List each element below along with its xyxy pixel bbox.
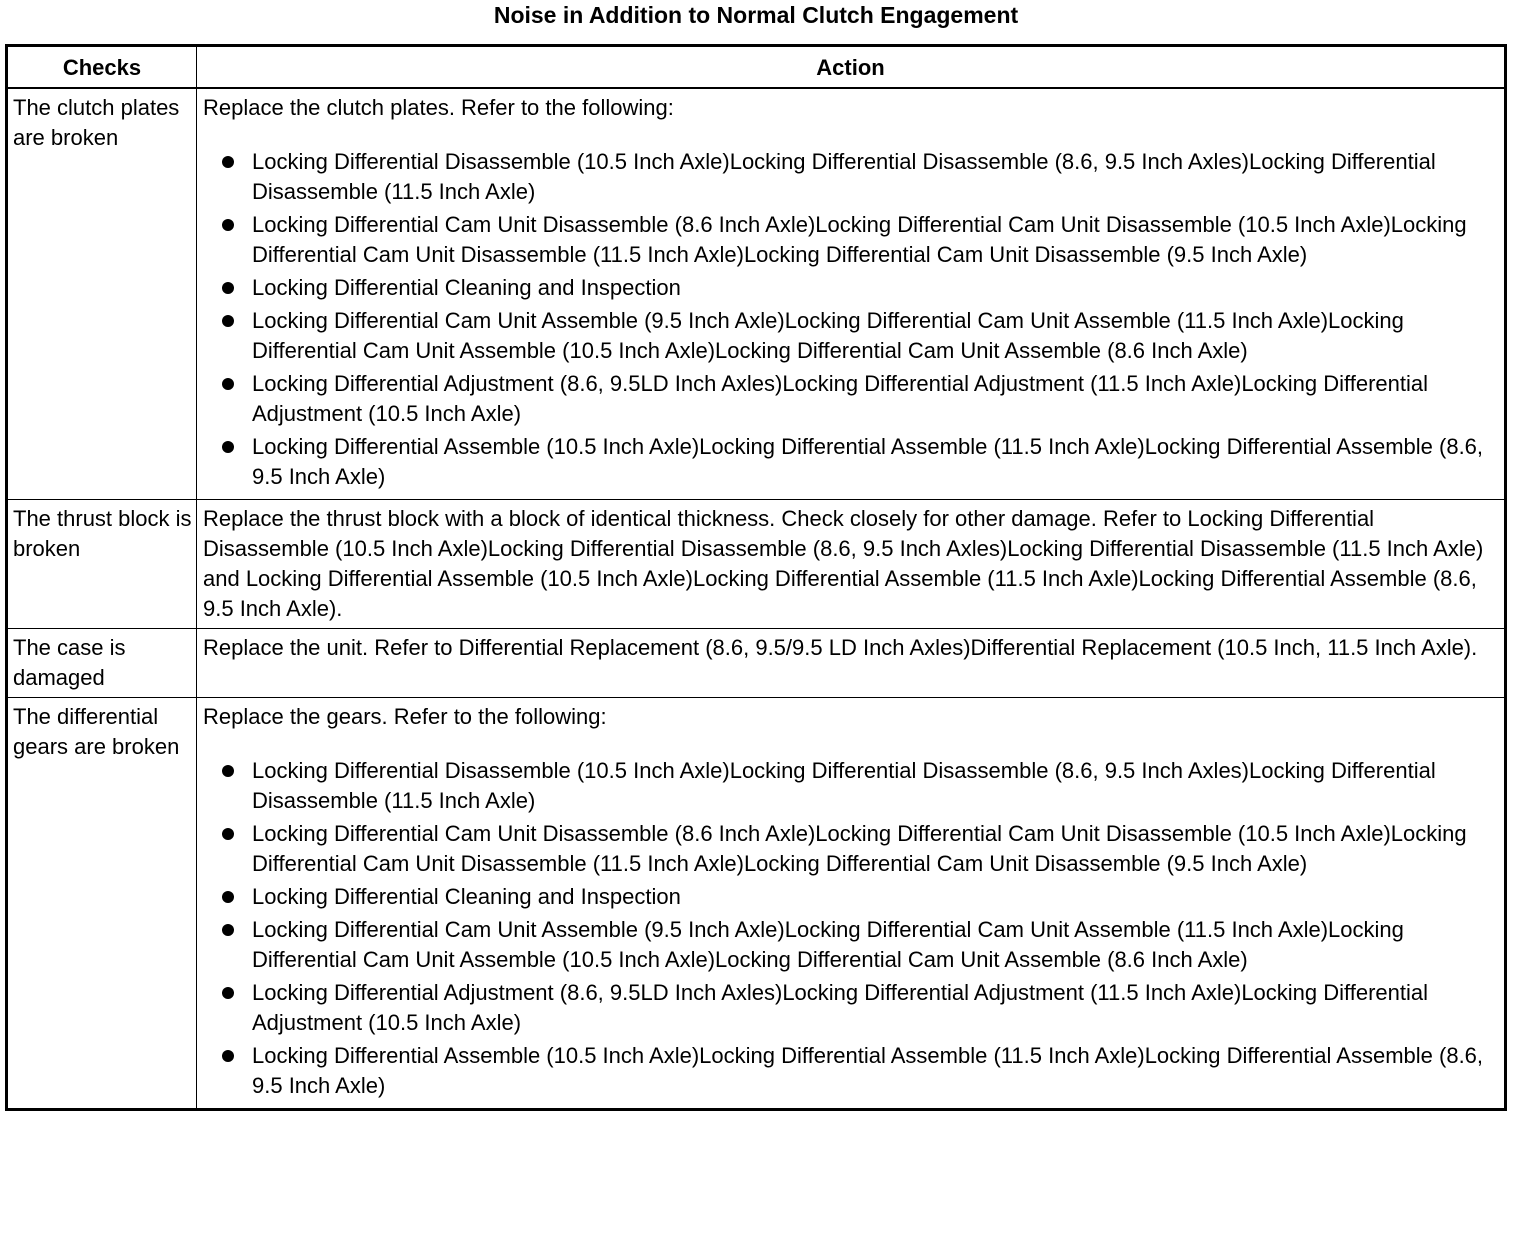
table-row — [7, 88, 1506, 500]
reference-list — [203, 147, 1494, 492]
list-item — [203, 756, 1494, 816]
reference-text: Locking Differential Assemble (10.5 Inch Axle)Locking Differential Assemble (11.5 Inch Axle)Locking Differential Assemble (8.6, 9.5 Inch Axle) — [252, 434, 1484, 489]
action-text: Replace the unit. Refer to Differential Replacement (8.6, 9.5/9.5 LD Inch Axles)Differential Replacement (10.5 Inch, 11.5 Inch Axle). — [203, 635, 1478, 660]
list-item — [203, 432, 1494, 492]
table-row — [7, 500, 1506, 629]
list-item — [203, 1041, 1494, 1101]
table-row — [7, 698, 1506, 1110]
list-item — [203, 369, 1494, 429]
diagnostic-table — [5, 44, 1507, 1111]
bullet-icon — [222, 987, 234, 999]
reference-text: Locking Differential Cam Unit Disassemble (8.6 Inch Axle)Locking Differential Cam Unit Disassemble (10.5 Inch Axle)Locking Differential Cam Unit Disassemble (11.5 Inch Axle)Locking Differential Cam Unit Disassemble (9.5 Inch Axle) — [252, 212, 1467, 267]
reference-text: Locking Differential Disassemble (10.5 Inch Axle)Locking Differential Disassemble (8.6, 9.5 Inch Axles)Locking Differential Disassemble (11.5 Inch Axle) — [252, 149, 1436, 204]
list-item — [203, 978, 1494, 1038]
bullet-icon — [222, 924, 234, 936]
reference-text: Locking Differential Disassemble (10.5 Inch Axle)Locking Differential Disassemble (8.6, 9.5 Inch Axles)Locking Differential Disassemble (11.5 Inch Axle) — [252, 758, 1436, 813]
bullet-icon — [222, 378, 234, 390]
list-item — [203, 210, 1494, 270]
list-item — [203, 147, 1494, 207]
check-cell: The case is damaged — [7, 629, 197, 698]
action-cell — [197, 88, 1506, 500]
action-cell — [197, 698, 1506, 1110]
bullet-icon — [222, 1050, 234, 1062]
list-item — [203, 306, 1494, 366]
action-text: Replace the gears. Refer to the following: — [203, 704, 607, 729]
list-item — [203, 273, 1494, 303]
bullet-icon — [222, 315, 234, 327]
bullet-icon — [222, 891, 234, 903]
reference-text: Locking Differential Cam Unit Assemble (9.5 Inch Axle)Locking Differential Cam Unit Assemble (11.5 Inch Axle)Locking Differential Cam Unit Assemble (10.5 Inch Axle)Locking Differential Cam Unit Assemble (8.6 Inch Axle) — [252, 917, 1404, 972]
check-cell: The clutch plates are broken — [7, 88, 197, 500]
reference-text: Locking Differential Cam Unit Disassemble (8.6 Inch Axle)Locking Differential Cam Unit Disassemble (10.5 Inch Axle)Locking Differential Cam Unit Disassemble (11.5 Inch Axle)Locking Differential Cam Unit Disassemble (9.5 Inch Axle) — [252, 821, 1467, 876]
reference-text: Locking Differential Cleaning and Inspection — [252, 275, 681, 300]
action-text: Replace the thrust block with a block of identical thickness. Check closely for other damage. Refer to Locking Differential Disassemble (10.5 Inch Axle)Locking Differential Disassemble (8.6, 9.5 Inch Axles)Locking Differential Disassemble (11.5 Inch Axle) and Locking Differential Assemble (10.5 Inch Axle)Locking Differential Assemble (11.5 Inch Axle)Locking Differential Assemble (8.6, 9.5 Inch Axle). — [203, 506, 1484, 621]
action-cell — [197, 500, 1506, 629]
table-row — [7, 629, 1506, 698]
table-body — [7, 88, 1506, 1110]
column-header-action: Action — [197, 46, 1506, 89]
bullet-icon — [222, 156, 234, 168]
bullet-icon — [222, 219, 234, 231]
reference-text: Locking Differential Adjustment (8.6, 9.5LD Inch Axles)Locking Differential Adjustment (11.5 Inch Axle)Locking Differential Adjustment (10.5 Inch Axle) — [252, 980, 1429, 1035]
column-header-checks: Checks — [7, 46, 197, 89]
bullet-icon — [222, 441, 234, 453]
check-cell: The thrust block is broken — [7, 500, 197, 629]
reference-text: Locking Differential Cleaning and Inspection — [252, 884, 681, 909]
list-item — [203, 819, 1494, 879]
page-title: Noise in Addition to Normal Clutch Engagement — [493, 2, 1019, 28]
reference-text: Locking Differential Adjustment (8.6, 9.5LD Inch Axles)Locking Differential Adjustment (11.5 Inch Axle)Locking Differential Adjustment (10.5 Inch Axle) — [252, 371, 1429, 426]
table-header-row — [7, 46, 1506, 89]
bullet-icon — [222, 765, 234, 777]
action-cell — [197, 629, 1506, 698]
reference-list — [203, 756, 1494, 1101]
action-text: Replace the clutch plates. Refer to the following: — [203, 95, 674, 120]
list-item — [203, 915, 1494, 975]
check-cell: The differential gears are broken — [7, 698, 197, 1110]
list-item — [203, 882, 1494, 912]
reference-text: Locking Differential Assemble (10.5 Inch Axle)Locking Differential Assemble (11.5 Inch Axle)Locking Differential Assemble (8.6, 9.5 Inch Axle) — [252, 1043, 1484, 1098]
bullet-icon — [222, 282, 234, 294]
reference-text: Locking Differential Cam Unit Assemble (9.5 Inch Axle)Locking Differential Cam Unit Assemble (11.5 Inch Axle)Locking Differential Cam Unit Assemble (10.5 Inch Axle)Locking Differential Cam Unit Assemble (8.6 Inch Axle) — [252, 308, 1404, 363]
bullet-icon — [222, 828, 234, 840]
